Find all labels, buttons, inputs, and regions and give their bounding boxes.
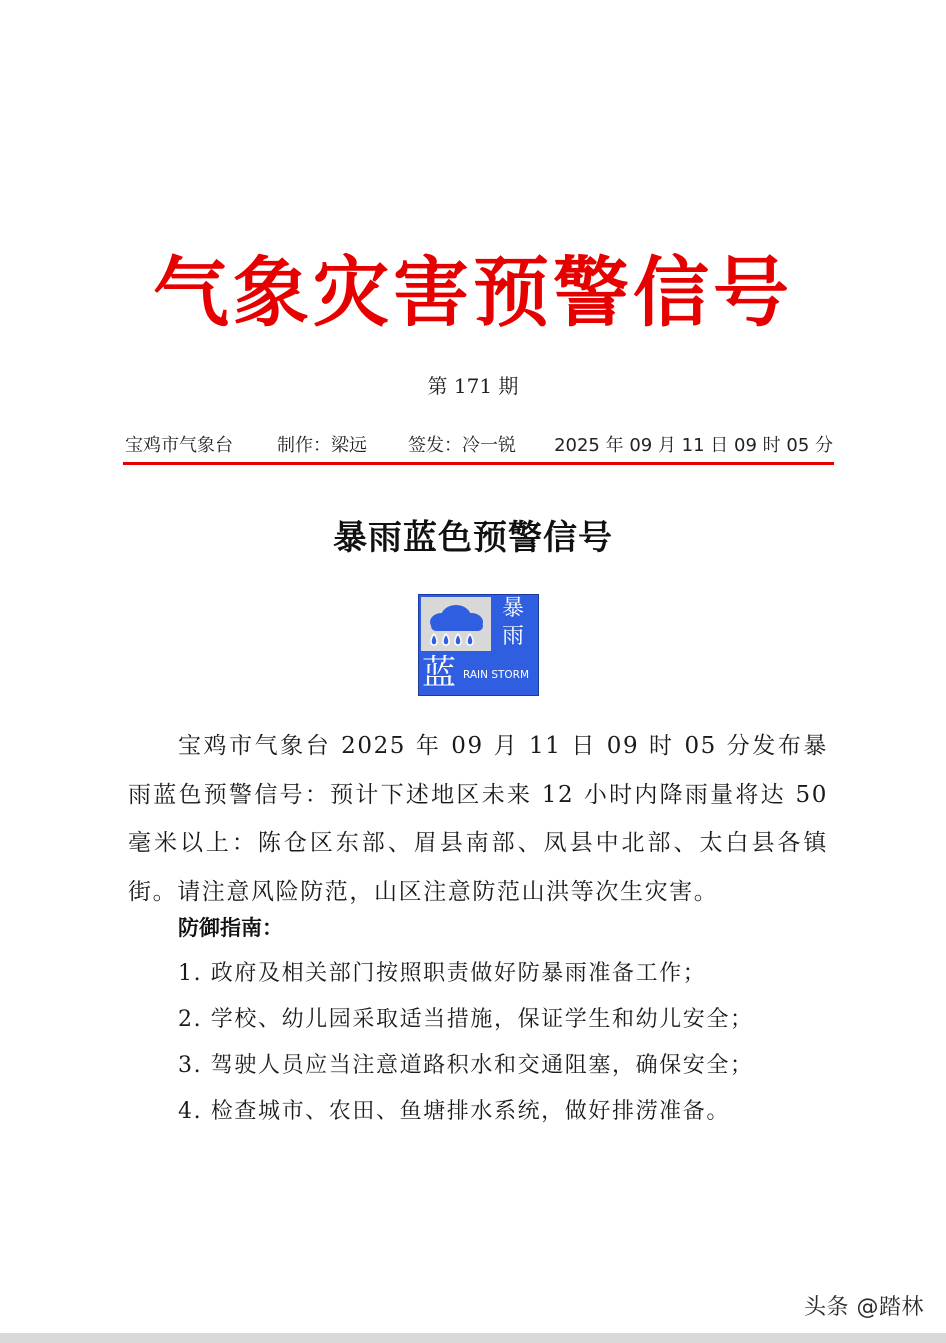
watermark: 头条 @踏林 bbox=[804, 1295, 924, 1320]
document-title: 暴雨蓝色预警信号 bbox=[333, 518, 613, 558]
red-divider bbox=[123, 462, 834, 465]
meta-datetime: 2025 年 09 月 11 日 09 时 05 分 bbox=[554, 435, 833, 456]
guide-list bbox=[178, 951, 754, 1135]
icon-char-yu: 雨 bbox=[501, 624, 524, 649]
meta-issuer: 签发：冷一锐 bbox=[408, 435, 516, 456]
issue-number: 第 171 期 bbox=[427, 374, 519, 398]
guide-item: 1. 政府及相关部门按照职责做好防暴雨准备工作； bbox=[178, 961, 707, 986]
meta-agency: 宝鸡市气象台 bbox=[125, 435, 233, 456]
guide-item: 2. 学校、幼儿园采取适当措施，保证学生和幼儿安全； bbox=[178, 1007, 754, 1032]
guide-item: 3. 驾驶人员应当注意道路积水和交通阻塞，确保安全； bbox=[178, 1053, 754, 1078]
warning-body-text: 宝鸡市气象台 2025 年 09 月 11 日 09 时 05 分发布暴雨蓝色预警信号：预计下述地区未来 12 小时内降雨量将达 50 毫米以上：陈仓区东部、眉县南部、凤县中北部、太白县各镇街。请注意风险防范，山区注意防范山洪等次生灾害。 bbox=[128, 733, 828, 905]
icon-char-bao: 暴 bbox=[501, 596, 524, 621]
guide-item: 4. 检查城市、农田、鱼塘排水系统，做好排涝准备。 bbox=[178, 1099, 730, 1124]
icon-level-char: 蓝 bbox=[422, 653, 456, 693]
meta-line bbox=[125, 432, 833, 460]
masthead-title: 气象灾害预警信号 bbox=[153, 248, 793, 337]
guide-title: 防御指南： bbox=[178, 915, 283, 940]
bottom-bar bbox=[0, 1333, 946, 1343]
icon-rainstorm-label: RAIN STORM bbox=[463, 669, 530, 681]
rainstorm-blue-warning-icon bbox=[418, 594, 539, 696]
cloud-rain-icon bbox=[421, 597, 491, 651]
meta-producer: 制作：梁远 bbox=[277, 435, 367, 456]
